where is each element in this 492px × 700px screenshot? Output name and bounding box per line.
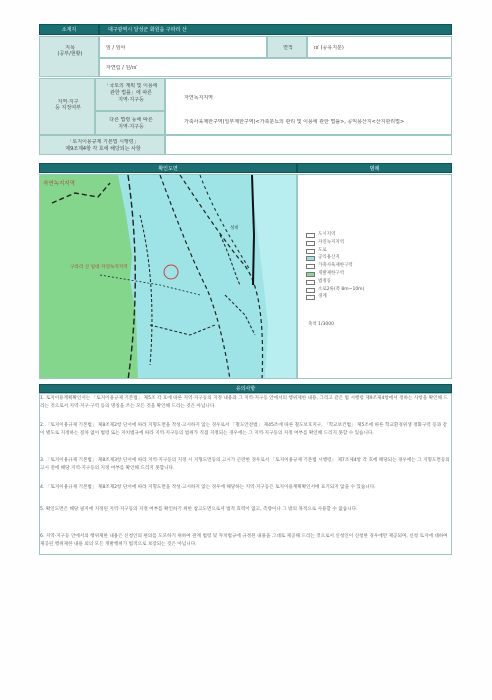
address-value: 대구광역시 달성군 화원읍 구라리 산 — [108, 27, 187, 33]
map-green-zone — [40, 175, 138, 379]
legend-swatch — [306, 272, 315, 277]
legend-swatch — [306, 264, 315, 269]
zoning-inner-label-2-cell — [95, 111, 165, 135]
legend-section-header — [297, 163, 452, 173]
notes-title: 유의사항 — [235, 386, 256, 392]
land-category-value-cell — [99, 36, 267, 58]
legend-swatch — [306, 256, 315, 261]
zoning-outer-label: 지역·지구 등 지정여부 — [55, 99, 81, 111]
notice-value-cell — [165, 135, 452, 155]
address-label: 소재지 — [61, 27, 77, 33]
legend-label: 가축사육제한구역 — [318, 263, 353, 269]
notice-label-cell — [39, 135, 165, 155]
zoning-value-1: 자연녹지지역 — [184, 95, 213, 101]
legend-swatch — [306, 295, 315, 300]
notes-paragraph: 2. 「토지이용규제 기본법」 제8조제2항 단서에 따라 지형도면을 작성·고시하지 않는 경우로서 「철도안전법」 제45조에 따른 철도보호지구, 「학교보건법」 제5조에 따른 학교환경위생 정화구역 등과 같이 별도로 지정하는 절차 없이 법령 또는 자치법규에 따라 지역·지구등의 범위가 직접 지정되는 경우에는 그 지역·지구등의 지정 여부를 확인해 드리지 못할 수 있습니다. — [40, 423, 448, 437]
area-value-cell — [307, 36, 452, 58]
zoning-inner-label-2: 다른 법령 등에 따른 지역·지구등 — [109, 117, 153, 130]
land-category-label-cell — [39, 36, 99, 77]
notes-header — [39, 384, 452, 393]
map-green-label: 자연녹지지역 — [43, 181, 75, 187]
legend-swatch — [306, 241, 315, 246]
confirmation-map — [39, 174, 297, 379]
zoning-outer-label-cell — [39, 78, 95, 135]
notes-body — [39, 393, 452, 555]
area-label-cell — [267, 36, 307, 58]
address-header-label — [39, 24, 99, 35]
legend-label: 자연녹지지역 — [318, 239, 345, 245]
area-value: ㎡ (공유지분) — [314, 45, 344, 51]
land-use-value: 자연림 / 원/㎡ — [106, 65, 137, 71]
zoning-value-2: 가축사육제한구역(일부제한구역)<가축분뇨의 관리 및 이용에 관한 법률>, 공익용산지<산지관리법> — [184, 119, 405, 125]
legend-label: 개발제한구역 — [318, 271, 345, 276]
legend-label: 공익용산지 — [318, 255, 340, 261]
legend-swatch — [306, 280, 315, 285]
legend-label: 법정동 — [318, 278, 332, 284]
legend-label: 축척 1/3000 — [308, 322, 334, 327]
map-section-header — [39, 163, 297, 173]
zoning-inner-label-1: 「국토의 계획 및 이용에 관한 법률」에 따른 지역·지구등 — [104, 83, 158, 103]
area-label: 면적 — [283, 45, 293, 51]
legend-label: 도시지역 — [318, 232, 336, 237]
legend-swatch — [306, 233, 315, 238]
notes-paragraph: 3. 「토지이용규제 기본법」 제8조제3항 단서에 따라 지역·지구등의 지정 시 지형도면등의 고시가 곤란한 경우로서 「토지이용규제 기본법 시행령」 제7조제4항 각 호에 해당되는 경우에는 그 지형도면등의 고시 전에 해당 지역·지구등의 지정 여부를 확인해 드리지 못합니다. — [40, 458, 450, 472]
address-header-value — [99, 24, 452, 35]
map-svg — [40, 175, 297, 379]
map-small-label: 성비 — [230, 226, 239, 231]
legend-swatch — [306, 249, 315, 254]
legend-section-title: 범례 — [369, 166, 380, 172]
legend-panel — [297, 174, 452, 379]
legend-label: 경계 — [318, 294, 327, 300]
notes-paragraph: 6. 지역·지구등 안에서의 행위제한 내용은 신청인의 편의를 도모하기 위하여 관계 법령 및 자치법규에 규정된 내용을 그대로 제공해 드리는 것으로서 신청인이 신청한 경우에만 제공되며, 신청 토지에 대하여 제공된 행위제한 내용 외의 모든 개발행위가 법적으로 보장되는 것은 아닙니다. — [40, 534, 448, 548]
notice-label: 「토지이용규제 기본법 시행령」 제9조제4항 각 호에 해당되는 사항 — [65, 139, 141, 152]
legend-label: 도로 — [318, 247, 327, 253]
legend-label: 소로2류(폭 8m~10m) — [318, 286, 365, 292]
zoning-inner-label-1-cell — [95, 78, 165, 111]
notes-paragraph: 5. 확인도면은 해당 필지에 지정된 지역·지구등의 지정 여부를 확인하기 위한 참고도면으로서 법적 효력이 없고, 측량이나 그 밖의 목적으로 사용할 수 없습니다. — [40, 507, 358, 512]
notes-paragraph: 4. 「토지이용규제 기본법」 제8조제2항 단서에 따라 지형도면을 작성·고시하지 않는 경우에 해당하는 지역·지구등은 토지이용계획확인서에 표기되지 않을 수 있습니다. — [40, 485, 376, 490]
legend-swatch — [306, 288, 315, 293]
land-category-label: 지목 (공부/현황) — [57, 45, 83, 57]
notes-paragraph: 1. 토지이용계획확인서는 「토지이용규제 기본법」 제5조 각 호에 따른 지역·지구등의 지정 내용과 그 지역·지구등 안에서의 행위제한 내용, 그리고 같은 법 시행령 제9조제4항에서 정하는 사항을 확인해 드리는 것으로서 지역·지구·구역 등의 명칭을 쓰는 모든 것을 확인해 드리는 것은 아닙니다. — [40, 396, 448, 410]
zoning-value-cell — [165, 78, 452, 135]
land-use-value-cell — [99, 58, 452, 77]
map-section-title: 확인도면 — [158, 166, 178, 172]
map-red-label: 구라리 산 일대 자연녹지지역 — [70, 265, 128, 270]
land-category-value: 임 / 임야 — [106, 45, 126, 51]
